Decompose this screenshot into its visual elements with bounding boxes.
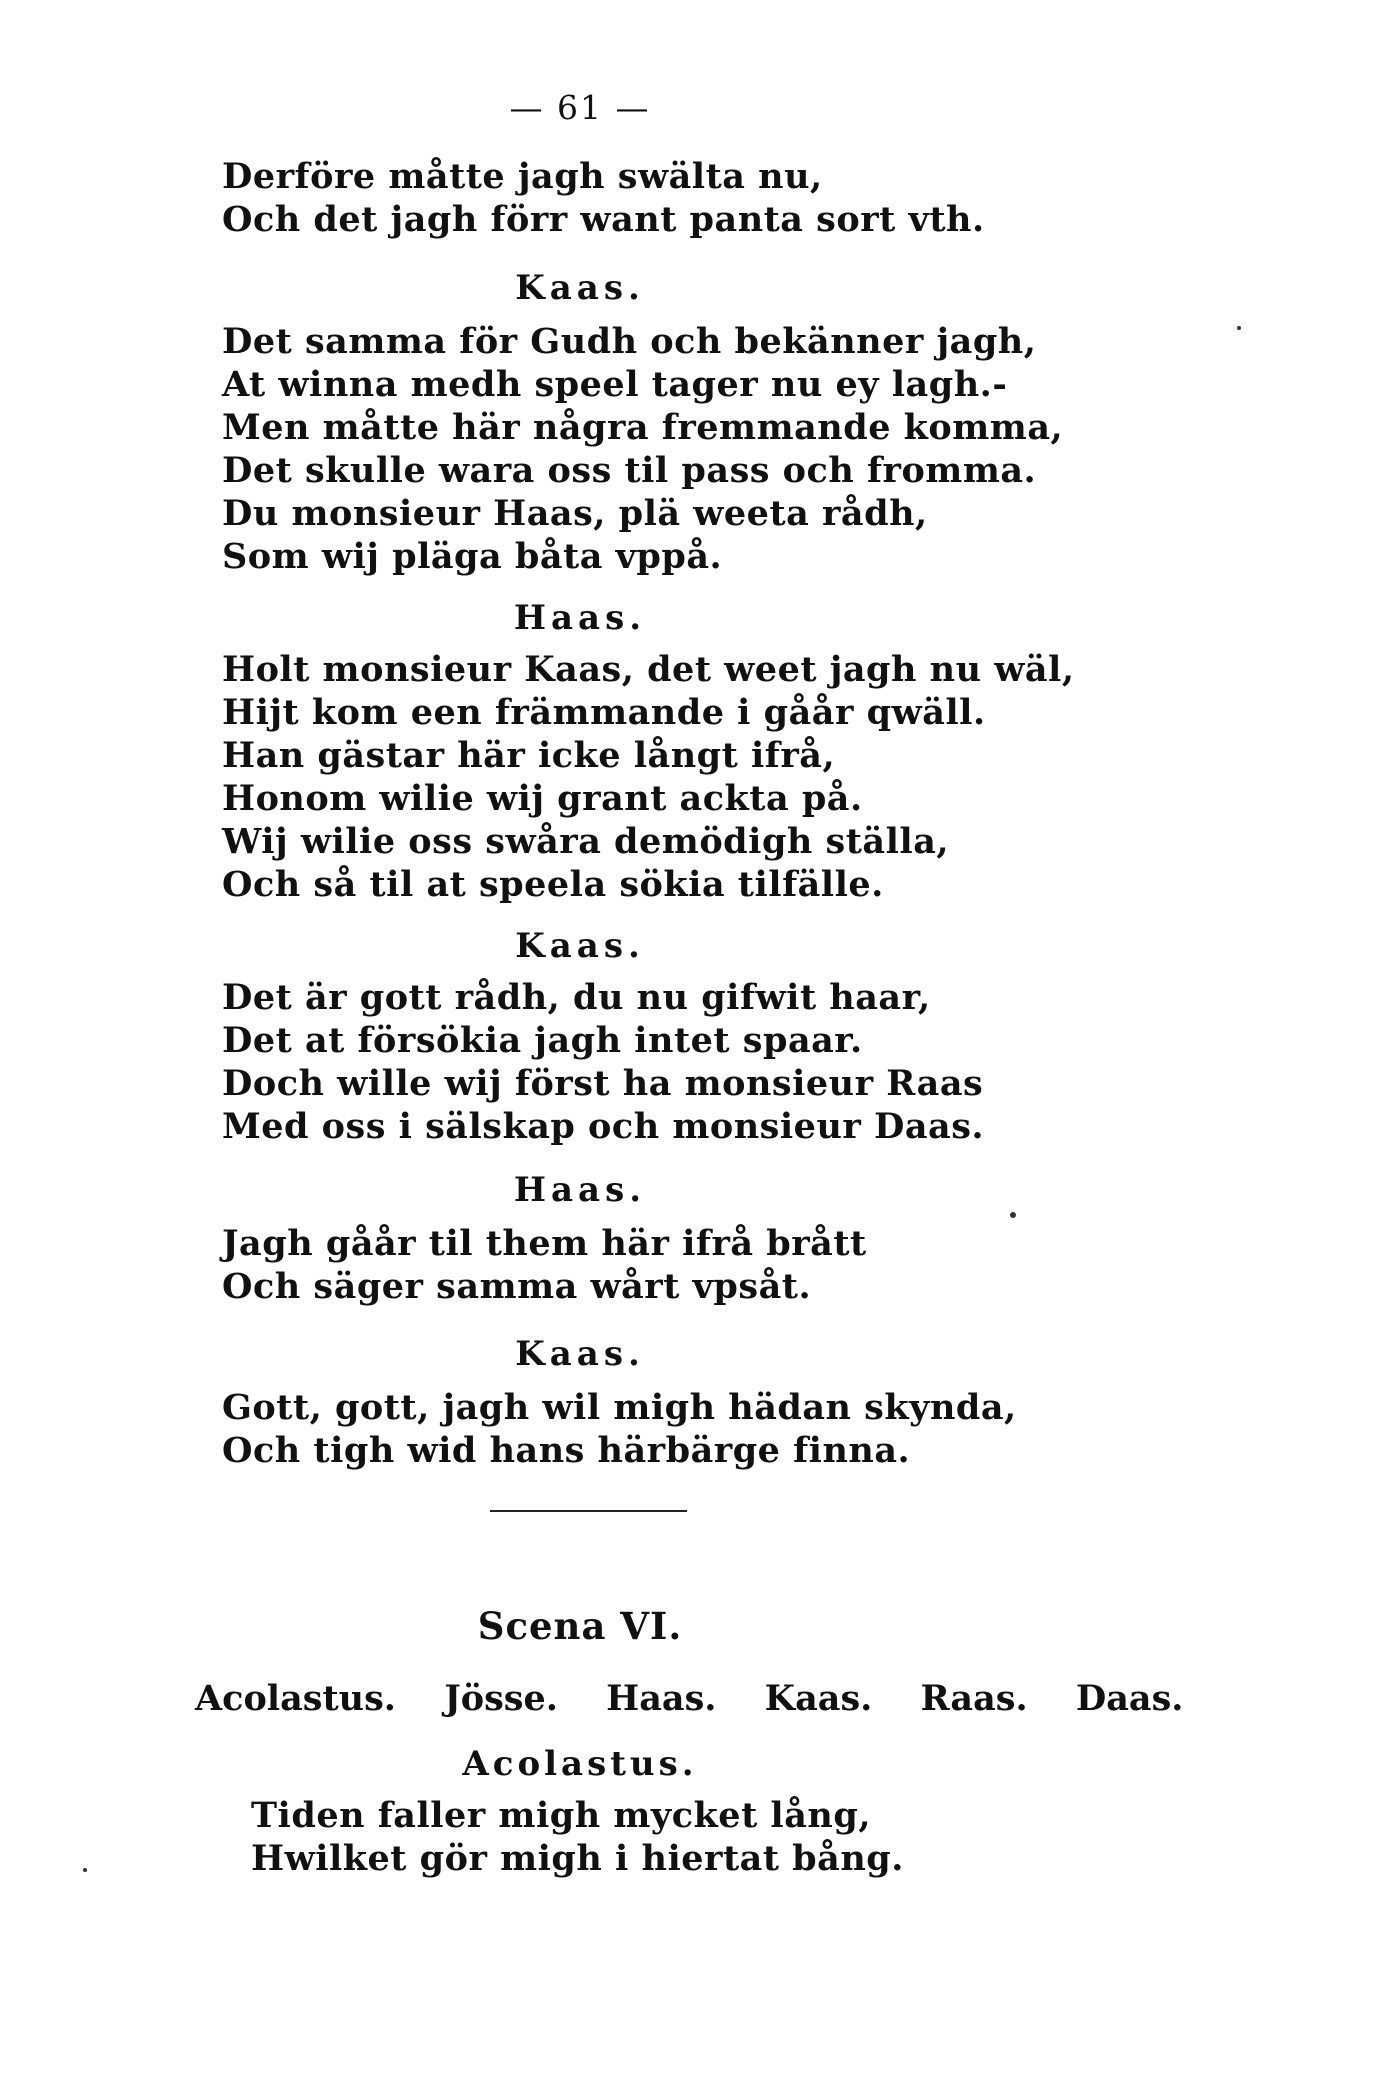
print-speck (83, 1868, 87, 1872)
verse-line: Han gästar här icke långt ifrå, (222, 735, 836, 776)
speaker-name: Acolastus. (462, 1744, 698, 1784)
verse-line: Jagh gåår til them här ifrå brått (222, 1223, 867, 1264)
speaker-name: Haas. (513, 1170, 647, 1210)
verse-line: Derföre måtte jagh swälta nu, (222, 156, 823, 197)
verse-line: Holt monsieur Kaas, det weet jagh nu wäl, (222, 649, 1075, 690)
stanza (222, 320, 1222, 578)
verse-line: Gott, gott, jagh wil migh hädan skynda, (222, 1387, 1017, 1428)
verse-line: Det är gott rådh, du nu gifwit haar, (222, 977, 931, 1018)
verse-line: Det at försökia jagh intet spaar. (222, 1020, 863, 1061)
speaker-name: Kaas. (515, 926, 645, 966)
verse-line: Det samma för Gudh och bekänner jagh, (222, 321, 1037, 362)
page-number: — 61 — (509, 88, 651, 127)
verse-line: Doch wille wij först ha monsieur Raas (222, 1063, 984, 1104)
verse-line: Och så til at speela sökia tilfälle. (222, 864, 884, 905)
verse-line: Wij wilie oss swåra demödigh ställa, (222, 821, 950, 862)
speaker-name: Haas. (513, 598, 647, 638)
verse-line: Och säger samma wårt vpsåt. (222, 1266, 812, 1307)
verse-line: Det skulle wara oss til pass och fromma. (222, 450, 1037, 491)
verse-line: Honom wilie wij grant ackta på. (222, 778, 863, 819)
print-speck (1237, 326, 1241, 330)
verse-line: Som wij pläga båta vppå. (222, 536, 723, 577)
stanza (222, 648, 1222, 906)
verse-line: Hwilket gör migh i hiertat bång. (251, 1838, 904, 1879)
stanza (222, 1386, 1222, 1472)
verse-line: Hijt kom een främmande i gåår qwäll. (222, 692, 986, 733)
verse-line: Tiden faller migh mycket lång, (251, 1795, 871, 1836)
speaker-name: Kaas. (515, 1334, 645, 1374)
cast-member: Jösse. (444, 1678, 558, 1719)
stanza (222, 155, 1222, 241)
cast-member: Haas. (606, 1678, 717, 1719)
print-speck (1010, 1212, 1016, 1218)
cast-list (195, 1678, 1219, 1719)
speaker-name: Kaas. (515, 268, 645, 308)
stanza (222, 976, 1222, 1148)
stanza (251, 1794, 1251, 1880)
cast-member: Daas. (1075, 1678, 1184, 1719)
stanza (222, 1222, 1222, 1308)
scene-title: Scena VI. (477, 1604, 683, 1648)
verse-line: Du monsieur Haas, plä weeta rådh, (222, 493, 928, 534)
verse-line: Och tigh wid hans härbärge finna. (222, 1430, 911, 1471)
cast-member: Raas. (920, 1678, 1028, 1719)
verse-line: At winna medh speel tager nu ey lagh.- (222, 364, 1008, 405)
cast-member: Kaas. (764, 1678, 873, 1719)
verse-line: Men måtte här några fremmande komma, (222, 407, 1064, 448)
cast-member: Acolastus. (195, 1678, 396, 1719)
verse-line: Med oss i sälskap och monsieur Daas. (222, 1106, 985, 1147)
section-divider (490, 1510, 687, 1512)
verse-line: Och det jagh förr want panta sort vth. (222, 199, 985, 240)
